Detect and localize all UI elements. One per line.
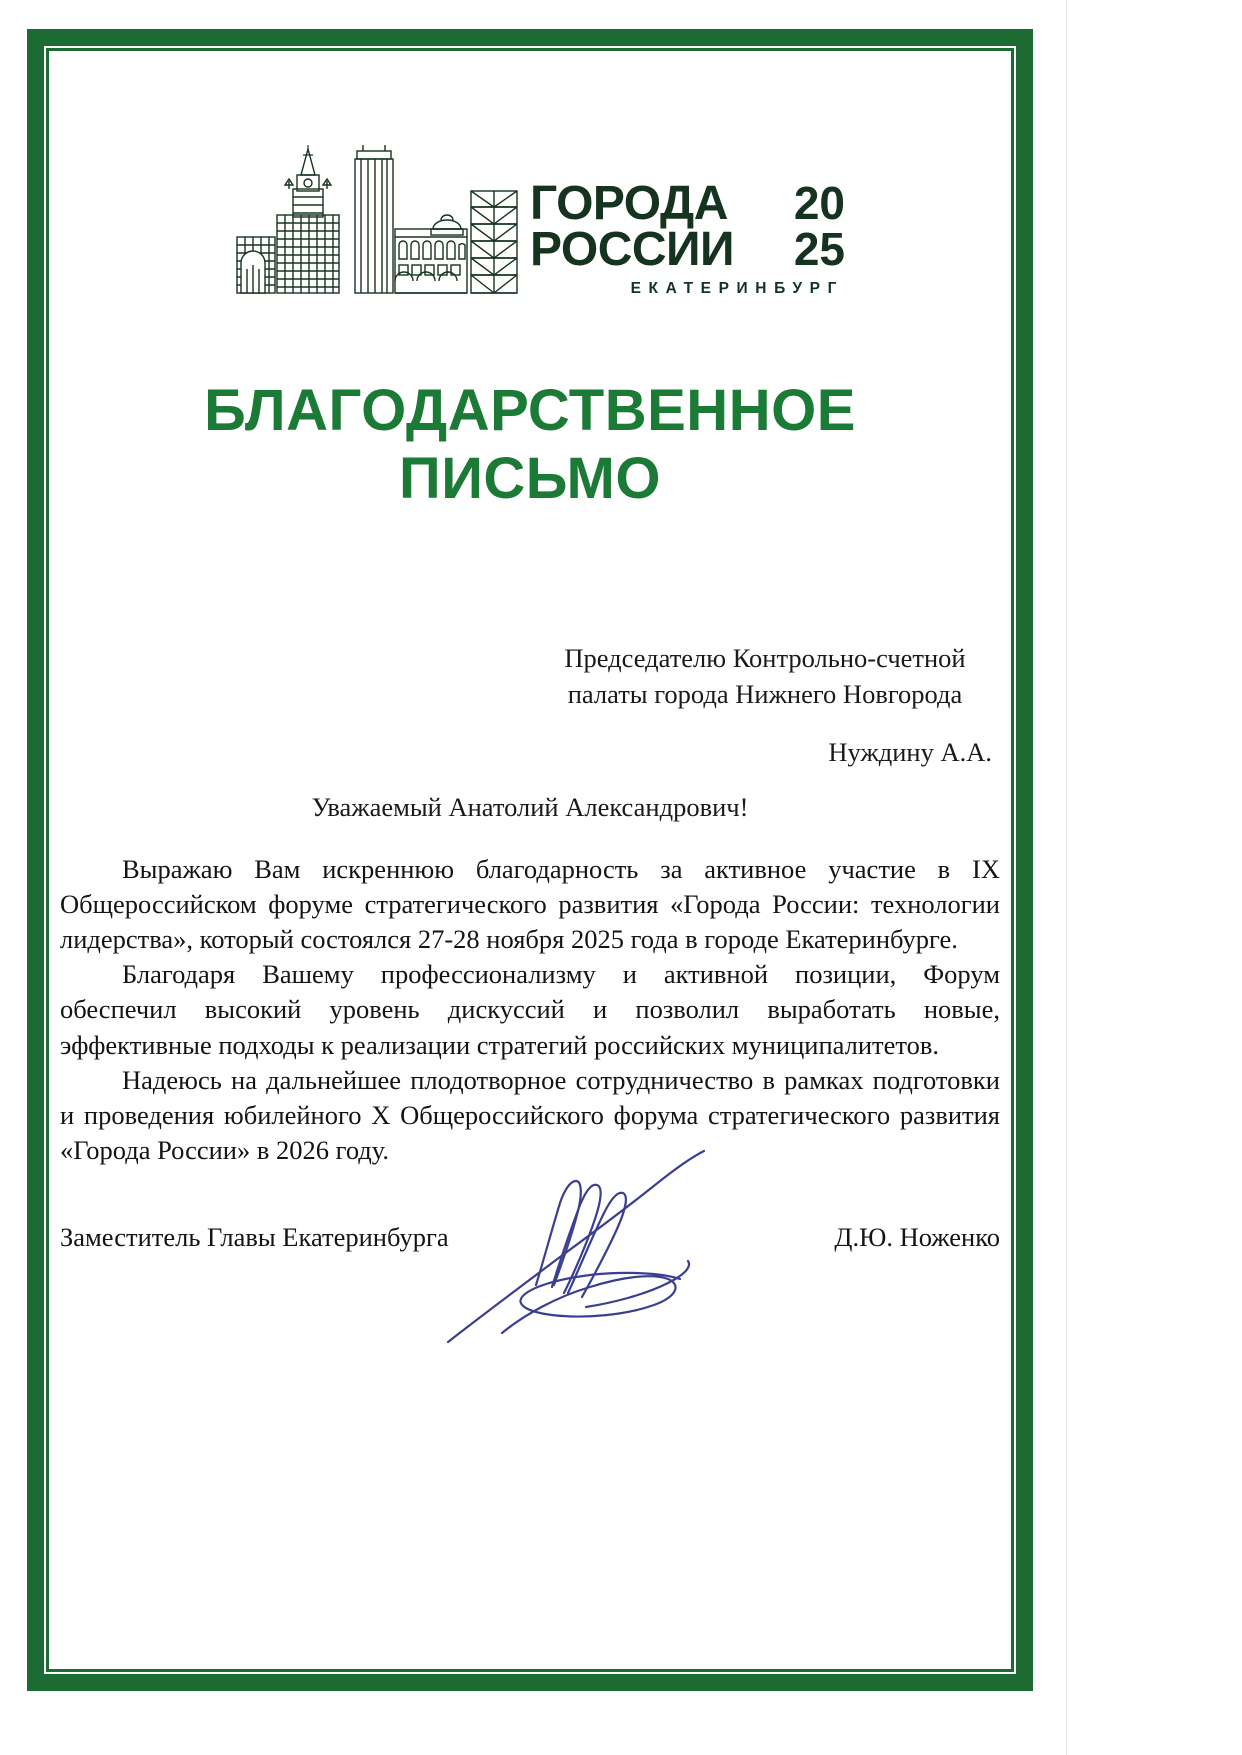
body-paragraph: Благодаря Вашему профессионализму и активной позиции, Форум обеспечил высокий уровень дискуссий и позволил выработать новые, эффективные подходы к реализации стратегий российских муниципалитетов. (60, 959, 1000, 1060)
body-paragraph: Надеюсь на дальнейшее плодотворное сотрудничество в рамках подготовки и проведения юбилейного X Общероссийского форума стратегического развития «Города России» в 2026 году. (60, 1064, 1000, 1165)
addressee-line-2: палаты города Нижнего Новгорода (567, 679, 963, 710)
signature-block (60, 1222, 1000, 1253)
logo-row-1 (530, 176, 845, 230)
page-title-line-2: ПИСЬМО (399, 445, 661, 511)
logo-year-25: 25 (793, 222, 845, 275)
addressee-name: Нуждину А.А. (828, 737, 992, 767)
logo-year-20: 20 (793, 176, 845, 229)
logo-word-rossii: РОССИИ (530, 222, 735, 276)
logo-row-2 (530, 222, 845, 276)
logo-city-name: ЕКАТЕРИНБУРГ (630, 280, 844, 297)
addressee-block (530, 640, 1000, 712)
page-right-margin (1066, 0, 1242, 1755)
salutation: Уважаемый Анатолий Александрович! (311, 792, 749, 822)
signatory-position: Заместитель Главы Екатеринбурга (60, 1222, 449, 1252)
page-title-line-1: БЛАГОДАРСТВЕННОЕ (204, 378, 856, 443)
letter-body (60, 852, 1000, 1168)
page-title (60, 377, 1000, 513)
forum-logo (235, 140, 845, 300)
body-paragraph: Выражаю Вам искреннюю благодарность за активное участие в IX Общероссийском форуме стратегического развития «Города России: технологии лидерства», который состоялся 27-28 ноября 2025 года в городе Екатеринбурге. (60, 854, 1000, 955)
city-skyline-icon (235, 145, 520, 300)
addressee-line-1: Председателю Контрольно-счетной (564, 643, 966, 673)
signatory-name: Д.Ю. Ноженко (834, 1222, 1000, 1252)
certificate-content (60, 62, 1000, 1658)
logo-word-goroda: ГОРОДА (530, 176, 728, 230)
logo-wordmark (520, 176, 845, 300)
